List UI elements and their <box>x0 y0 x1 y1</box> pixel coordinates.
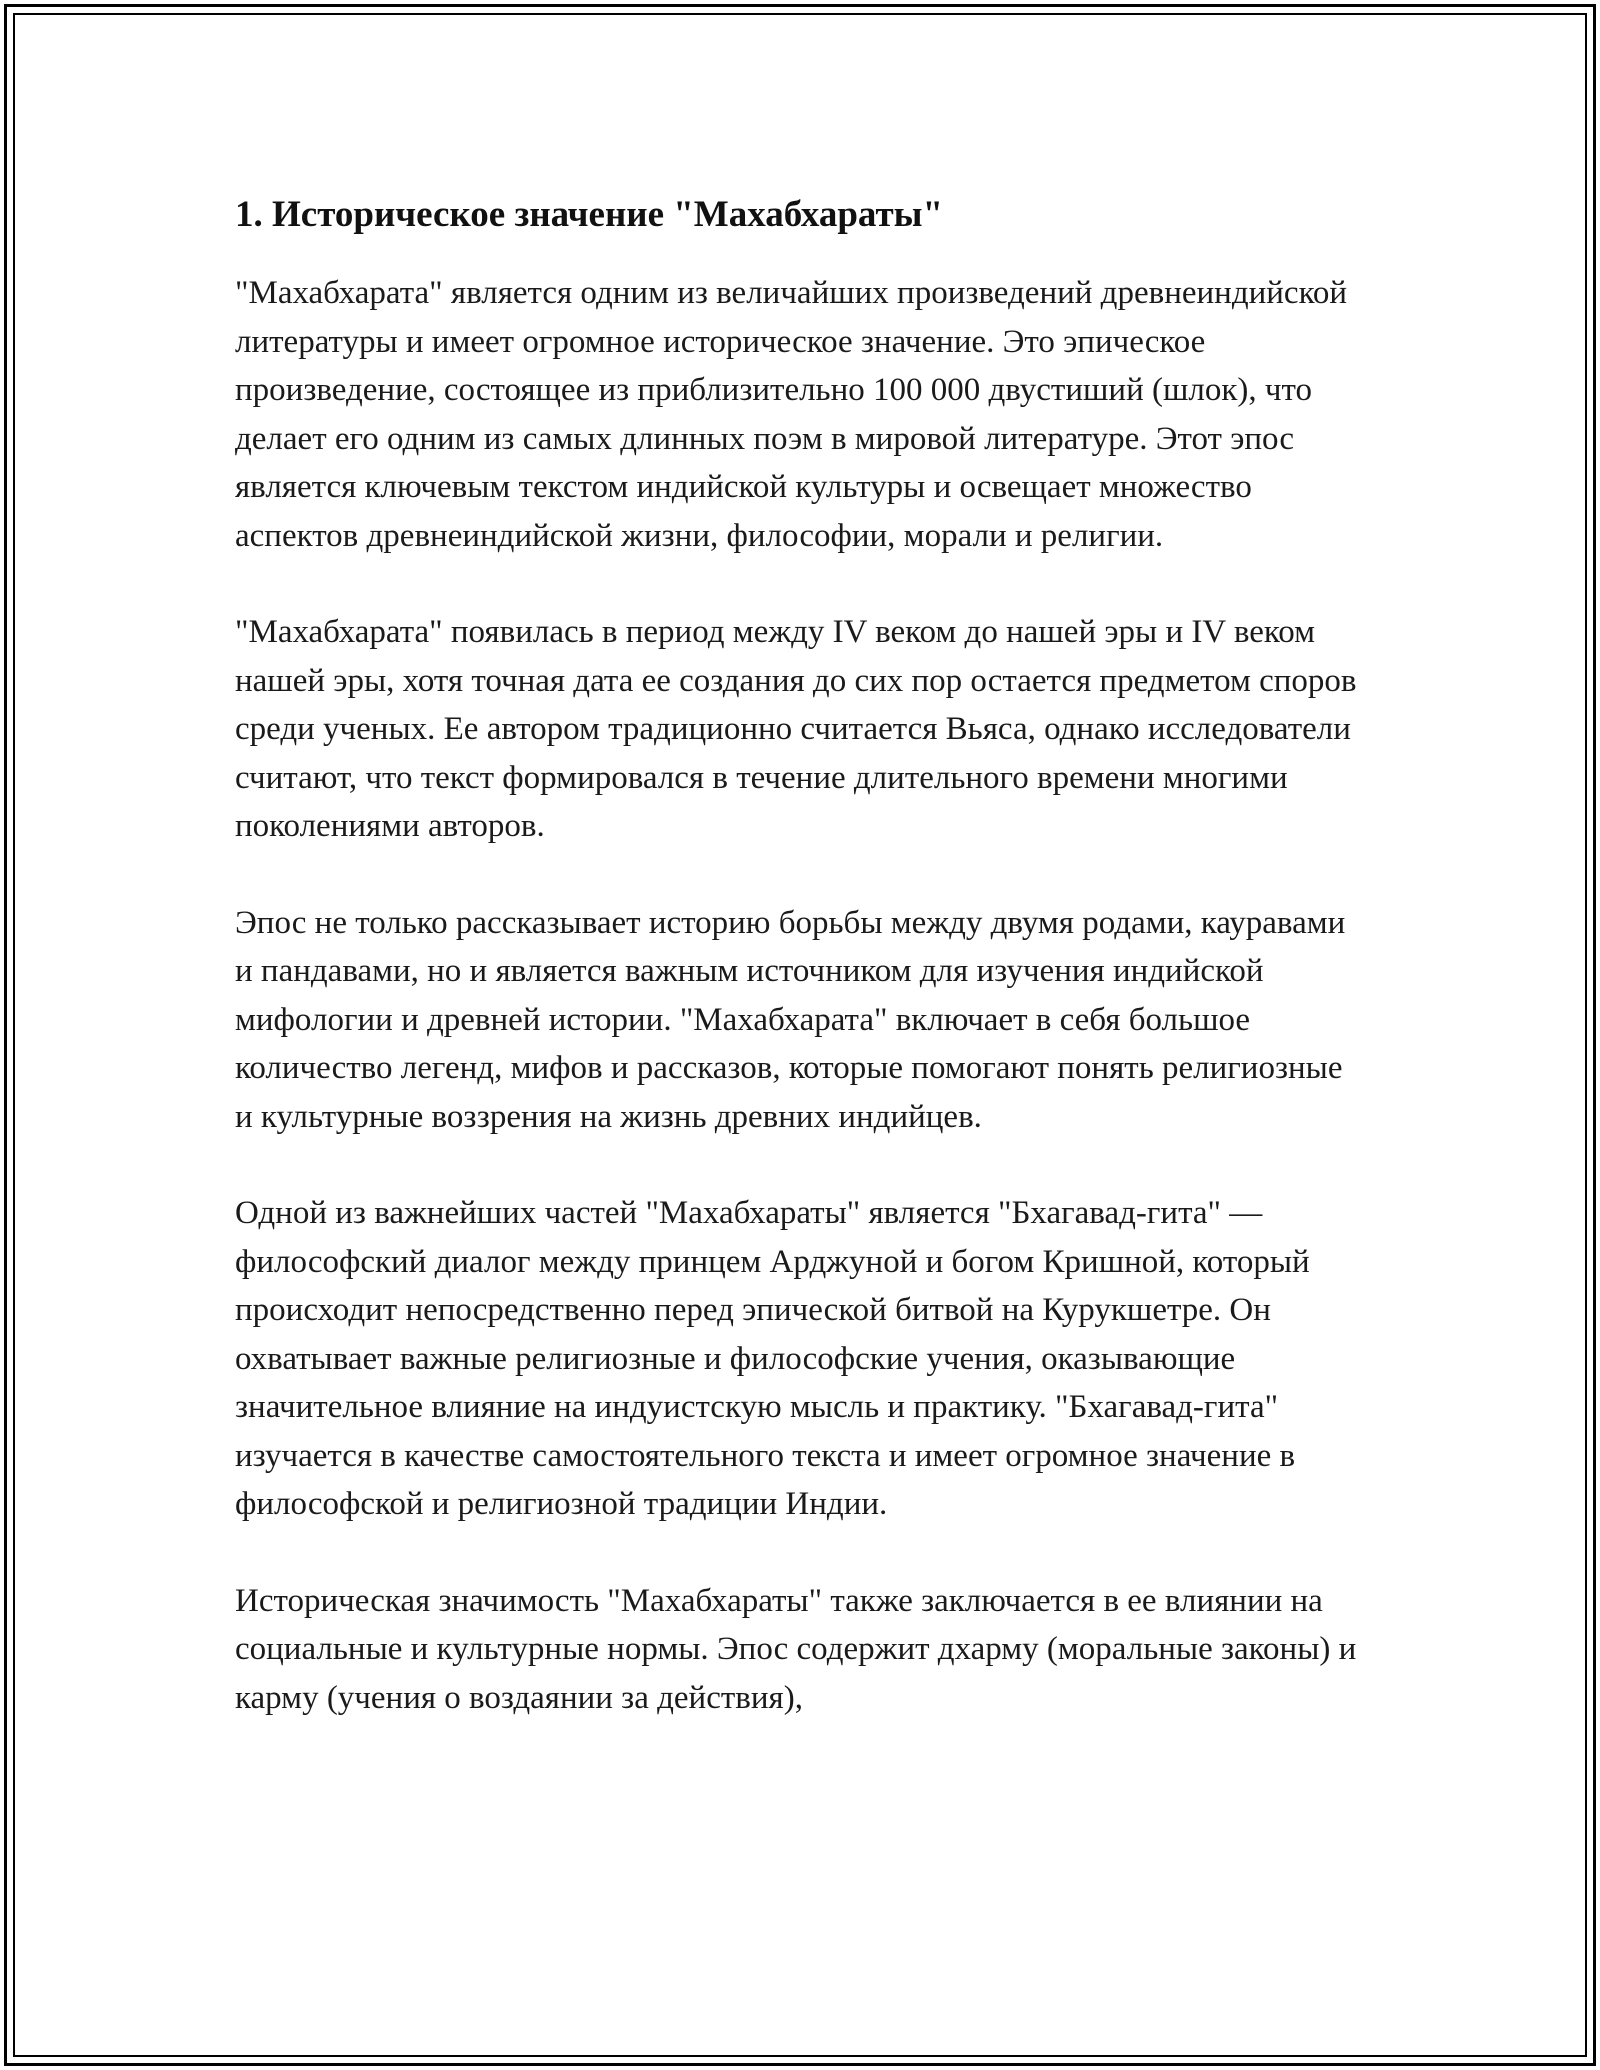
section-heading: 1. Историческое значение "Махабхараты" <box>235 194 944 235</box>
paragraph-2: "Махабхарата" появилась в период между IV веком до нашей эры и IV веком нашей эры, хотя точная дата ее создания до сих пор остается предметом споров среди ученых. Ее автором традиционно считается Вьяса, однако исследователи считают, что текст формировался в течение длительного времени многими поколениями авторов. <box>235 614 1357 844</box>
paragraph-5: Историческая значимость "Махабхараты" также заключается в ее влиянии на социальные и культурные нормы. Эпос содержит дхарму (моральные законы) и карму (учения о воздаянии за действия), <box>235 1582 1357 1716</box>
paragraph-1: "Махабхарата" является одним из величайших произведений древнеиндийской литературы и имеет огромное историческое значение. Это эпическое произведение, состоящее из приблизительно 100 000 двустиший (шлок), что делает его одним из самых длинных поэм в мировой литературе. Этот эпос является ключевым текстом индийской культуры и освещает множество аспектов древнеиндийской жизни, философии, морали и религии. <box>235 275 1348 554</box>
paragraph-4: Одной из важнейших частей "Махабхараты" является "Бхагавад-гита" — философский диалог между принцем Арджуной и богом Кришной, который происходит непосредственно перед эпической битвой на Курукшетре. Он охватывает важные религиозные и философские учения, оказывающие значительное влияние на индуистскую мысль и практику. "Бхагавад-гита" изучается в качестве самостоятельного текста и имеет огромное значение в философской и религиозной традиции Индии. <box>235 1195 1310 1522</box>
document-body <box>235 185 1365 1722</box>
paragraph-3: Эпос не только рассказывает историю борьбы между двумя родами, кауравами и пандавами, но и является важным источником для изучения индийской мифологии и древней истории. "Махабхарата" включает в себя большое количество легенд, мифов и рассказов, которые помогают понять религиозные и культурные воззрения на жизнь древних индийцев. <box>235 904 1346 1135</box>
